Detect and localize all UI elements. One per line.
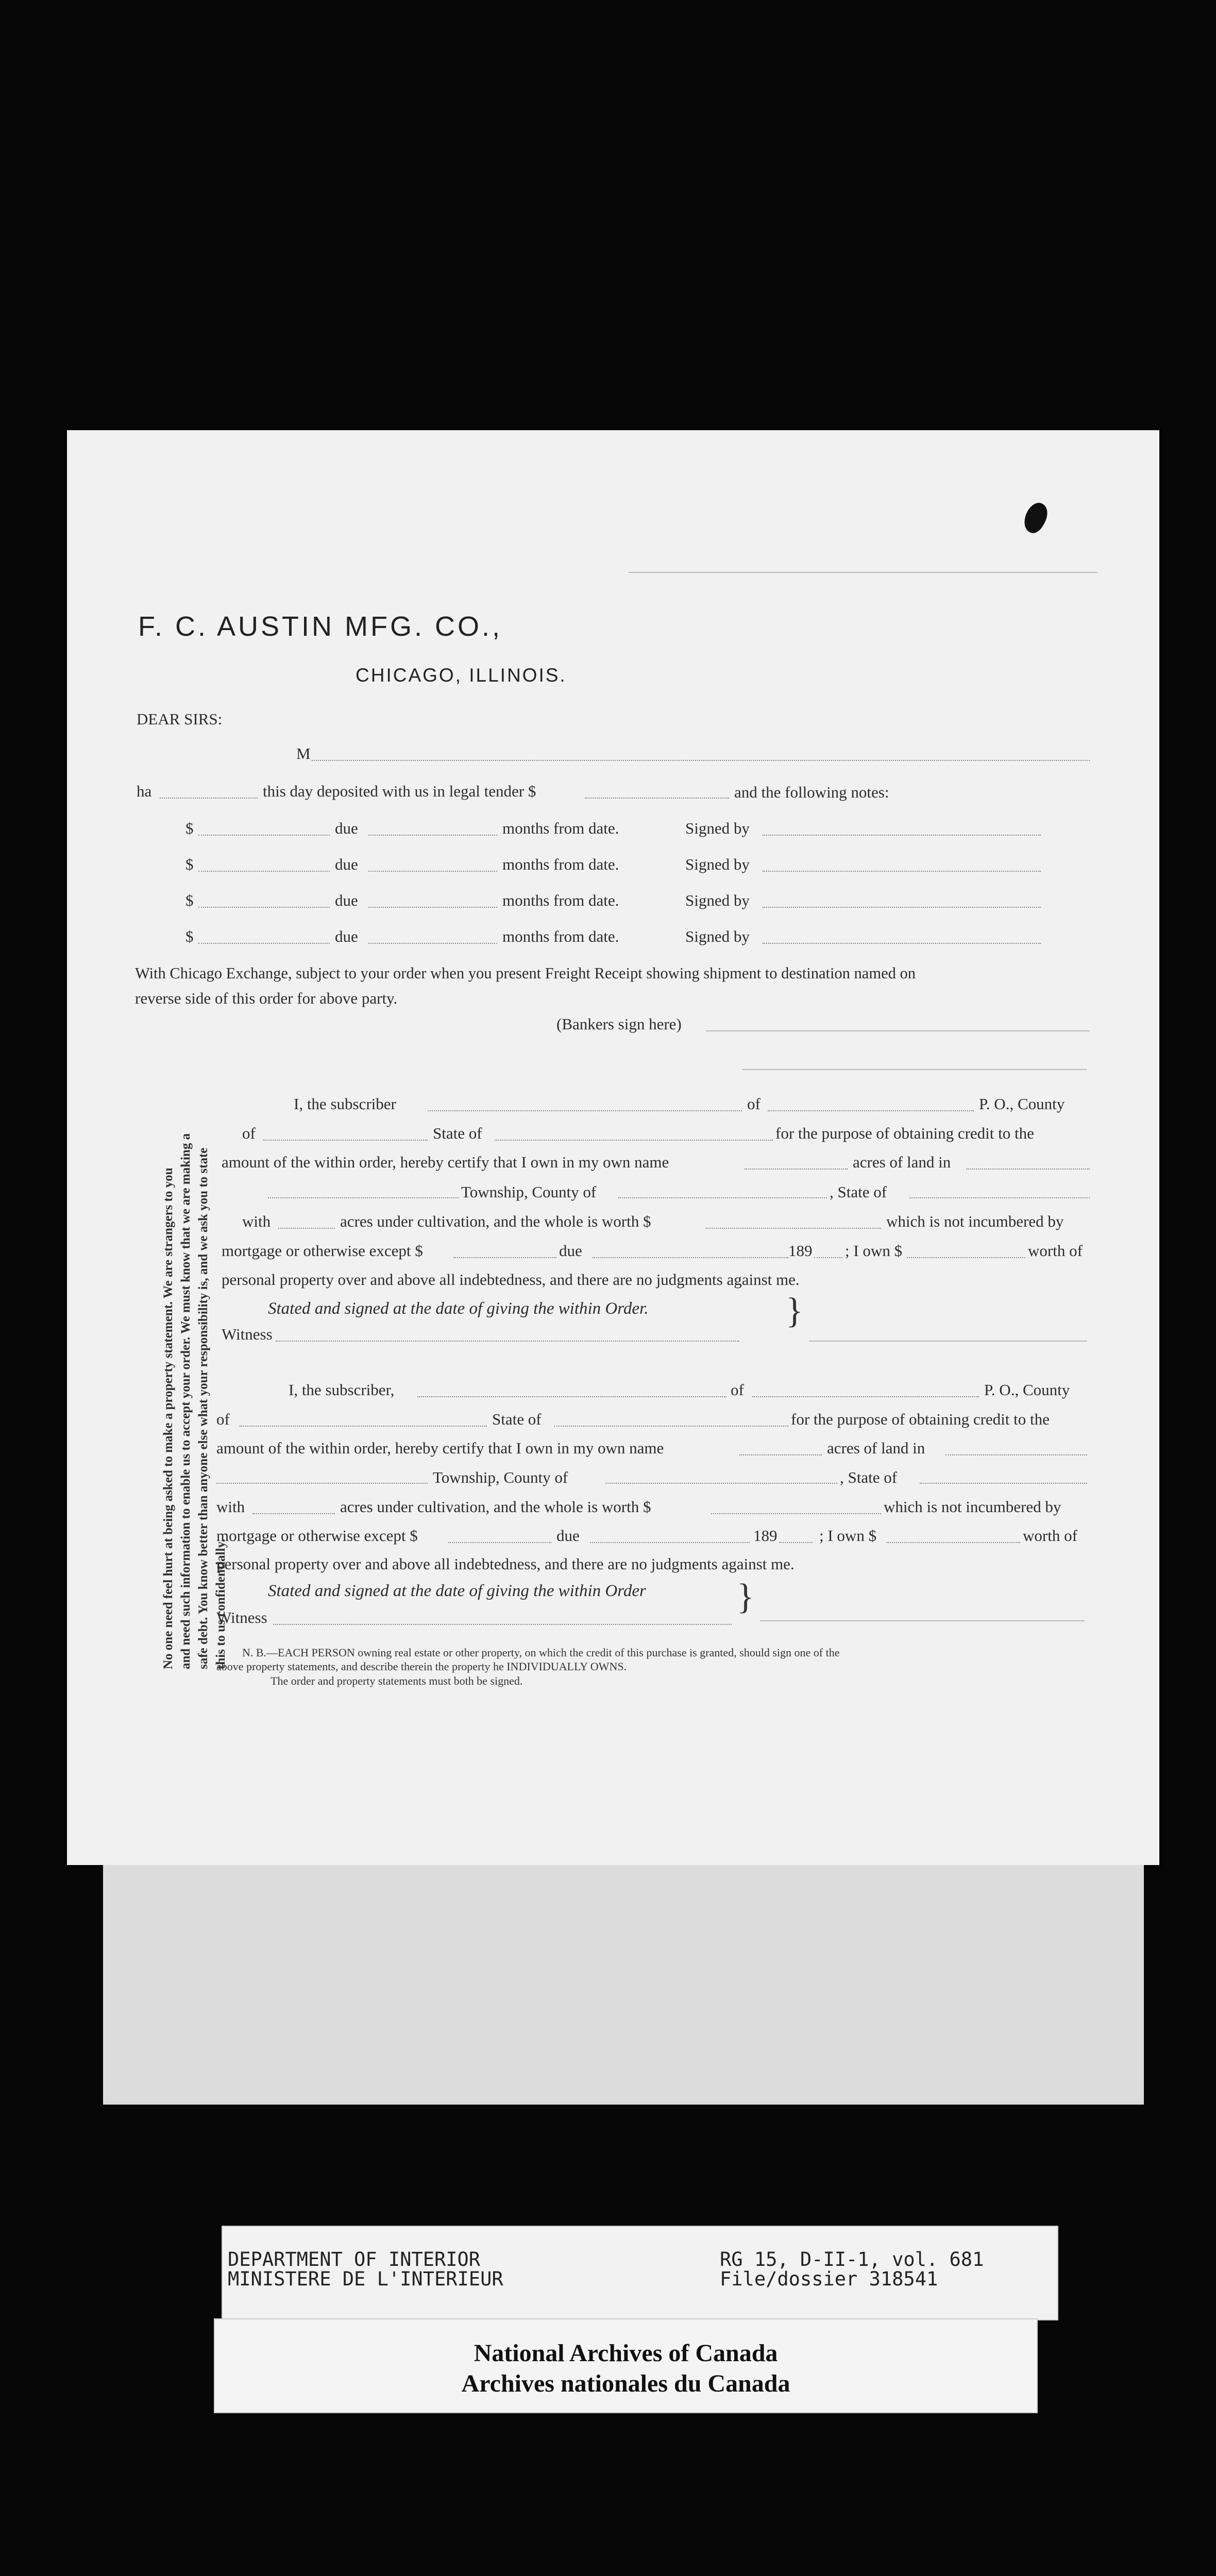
note-line (198, 835, 330, 836)
archives-name-en: National Archives of Canada (474, 2340, 778, 2367)
s2-mortgage: mortgage or otherwise except $ (216, 1527, 418, 1545)
note-dollar: $ (185, 927, 194, 945)
s2-purpose: for the purpose of obtaining credit to the (791, 1410, 1050, 1428)
s1-i-own: ; I own $ (845, 1242, 903, 1260)
s2-i-own: ; I own $ (819, 1527, 877, 1545)
company-name: F. C. AUSTIN MFG. CO., (138, 611, 503, 642)
s2-with: with (216, 1498, 245, 1516)
note-line (763, 943, 1041, 944)
s1-year: 189 (788, 1242, 813, 1260)
s1-amount: amount of the within order, hereby certify that I own in my own name (222, 1153, 669, 1171)
bankers-sign-label: (Bankers sign here) (556, 1015, 682, 1033)
m-label: M (296, 744, 311, 762)
note-dollar: $ (185, 819, 194, 837)
s1-personal: personal property over and above all indebtedness, and there are no judgments against me. (222, 1270, 800, 1289)
s1-line (428, 1110, 742, 1111)
s1-not-encumbered: which is not incumbered by (886, 1212, 1064, 1230)
note-signed: Signed by (685, 855, 750, 873)
s1-line (278, 1228, 335, 1229)
note-due: due (335, 891, 358, 909)
dept-en: DEPARTMENT OF INTERIOR (228, 2248, 481, 2270)
s2-brace: } (737, 1577, 754, 1617)
s2-line (711, 1513, 881, 1514)
s2-acres-land: acres of land in (827, 1439, 925, 1457)
note-dollar: $ (185, 855, 194, 873)
s2-line (216, 1483, 428, 1484)
s2-line (779, 1542, 813, 1543)
note-line (198, 907, 330, 908)
footnote-line-2: above property statements, and describe therein the property he INDIVIDUALLY OWNS. (216, 1660, 627, 1673)
exchange-line-2: reverse side of this order for above party. (135, 989, 398, 1007)
note-due: due (335, 855, 358, 873)
side-note-line: safe debt. You know better than anyone else what your responsibility is, and we ask you to state (196, 1147, 210, 1669)
company-city: CHICAGO, ILLINOIS. (356, 665, 567, 686)
s1-township: Township, County of (461, 1183, 597, 1201)
s2-personal: personal property over and above all indebtedness, and there are no judgments against me. (216, 1555, 795, 1573)
s2-line (945, 1454, 1087, 1455)
s1-signature-line (809, 1341, 1087, 1342)
s2-township: Township, County of (433, 1468, 568, 1486)
side-note-line: this to us confidentially. (214, 1539, 228, 1669)
s1-line (453, 1257, 556, 1258)
s2-line (752, 1396, 979, 1397)
s1-brace: } (786, 1291, 803, 1331)
s2-worth-of: worth of (1023, 1527, 1077, 1545)
s1-subscriber: I, the subscriber (294, 1095, 396, 1113)
s1-worth-of: worth of (1028, 1242, 1083, 1260)
s2-line (448, 1542, 551, 1543)
note-due: due (335, 927, 358, 945)
ha-label: ha (137, 782, 152, 800)
deposit-text: this day deposited with us in legal tender $ (263, 782, 536, 800)
s1-purpose: for the purpose of obtaining credit to the (775, 1124, 1034, 1142)
note-line (368, 871, 497, 872)
ha-line (160, 798, 258, 799)
note-months: months from date. (502, 819, 619, 837)
s1-state-of2: , State of (830, 1183, 887, 1201)
s2-of2: of (216, 1410, 230, 1428)
deposit-amount-line (585, 798, 729, 799)
note-signed: Signed by (685, 819, 750, 837)
s1-mortgage: mortgage or otherwise except $ (222, 1242, 423, 1260)
s2-witness: Witness (216, 1608, 267, 1626)
s1-line (909, 1197, 1090, 1198)
s1-line (745, 1168, 848, 1170)
s2-line (605, 1483, 837, 1484)
s1-line (706, 1228, 881, 1229)
s2-line (240, 1426, 487, 1427)
archive-ref: RG 15, D-II-1, vol. 681 (720, 2248, 984, 2270)
s2-line (739, 1454, 822, 1455)
note-signed: Signed by (685, 927, 750, 945)
s2-state-of: State of (492, 1410, 542, 1428)
dept-fr: MINISTERE DE L'INTERIEUR (228, 2268, 503, 2290)
s2-line (920, 1483, 1087, 1484)
side-note-line: and need such information to enable us to accept your order. We must know that we are making a (179, 1133, 193, 1669)
note-dollar: $ (185, 891, 194, 909)
note-months: months from date. (502, 927, 619, 945)
s1-cultivation: acres under cultivation, and the whole is worth $ (340, 1212, 651, 1230)
s2-po-county: P. O., County (984, 1381, 1070, 1399)
s1-line (966, 1168, 1090, 1170)
s2-year: 189 (753, 1527, 778, 1545)
note-line (368, 835, 497, 836)
s1-line (268, 1197, 459, 1198)
s1-of: of (747, 1095, 761, 1113)
backing-sheet (103, 1865, 1144, 2105)
s2-witness-line (273, 1624, 732, 1625)
s1-line (768, 1110, 974, 1111)
s2-stated: Stated and signed at the date of giving the within Order (268, 1582, 646, 1600)
salutation: DEAR SIRS: (137, 710, 223, 728)
m-line (312, 760, 1090, 761)
s2-line (590, 1542, 750, 1543)
s1-witness-line (276, 1341, 739, 1342)
archives-name-fr: Archives nationales du Canada (461, 2370, 790, 2397)
note-line (763, 835, 1041, 836)
notes-text: and the following notes: (734, 783, 889, 801)
s2-line (417, 1396, 727, 1397)
s2-amount: amount of the within order, hereby certify that I own in my own name (216, 1439, 664, 1457)
bankers-sign-line-2 (742, 1069, 1087, 1070)
note-due: due (335, 819, 358, 837)
note-signed: Signed by (685, 891, 750, 909)
s1-with: with (242, 1212, 271, 1230)
s2-line (252, 1513, 335, 1514)
side-note-line: No one need feel hurt at being asked to make a property statement. We are strangers to you (161, 1167, 175, 1669)
s2-not-encumbered: which is not incumbered by (884, 1498, 1061, 1516)
s1-line (907, 1257, 1025, 1258)
note-line (198, 871, 330, 872)
s2-signature-line (760, 1620, 1085, 1621)
s2-state-of2: , State of (840, 1468, 898, 1486)
note-line (763, 871, 1041, 872)
s2-due: due (556, 1527, 580, 1545)
s1-po-county: P. O., County (979, 1095, 1065, 1113)
s1-line (814, 1257, 842, 1258)
s1-due: due (559, 1242, 582, 1260)
archive-file: File/dossier 318541 (720, 2268, 938, 2290)
archive-reference-label (222, 2226, 1058, 2320)
s2-line (886, 1542, 1020, 1543)
s1-stated: Stated and signed at the date of giving the within Order. (268, 1299, 649, 1318)
note-months: months from date. (502, 891, 619, 909)
note-line (198, 943, 330, 944)
s2-line (554, 1426, 788, 1427)
faint-rule (629, 572, 1097, 573)
archives-name-label (214, 2318, 1038, 2413)
s1-state-of: State of (433, 1124, 482, 1142)
s1-line (618, 1197, 827, 1198)
s1-of2: of (242, 1124, 256, 1142)
exchange-line-1: With Chicago Exchange, subject to your order when you present Freight Receipt showing shipment to destination named on (135, 964, 916, 982)
bankers-sign-line (706, 1030, 1090, 1031)
s1-witness: Witness (222, 1325, 273, 1343)
s2-of: of (731, 1381, 744, 1399)
s1-line (263, 1140, 428, 1141)
note-line (763, 907, 1041, 908)
side-note (160, 1051, 230, 1669)
note-months: months from date. (502, 855, 619, 873)
s1-acres-land: acres of land in (853, 1153, 951, 1171)
footnote-line-3: The order and property statements must both be signed. (271, 1674, 523, 1687)
s1-line (495, 1140, 773, 1141)
footnote-line-1: N. B.—EACH PERSON owning real estate or other property, on which the credit of this purchase is granted, should sign one of the (242, 1646, 840, 1659)
s1-line (593, 1257, 788, 1258)
s2-subscriber: I, the subscriber, (289, 1381, 395, 1399)
s2-cultivation: acres under cultivation, and the whole is worth $ (340, 1498, 651, 1516)
note-line (368, 907, 497, 908)
note-line (368, 943, 497, 944)
